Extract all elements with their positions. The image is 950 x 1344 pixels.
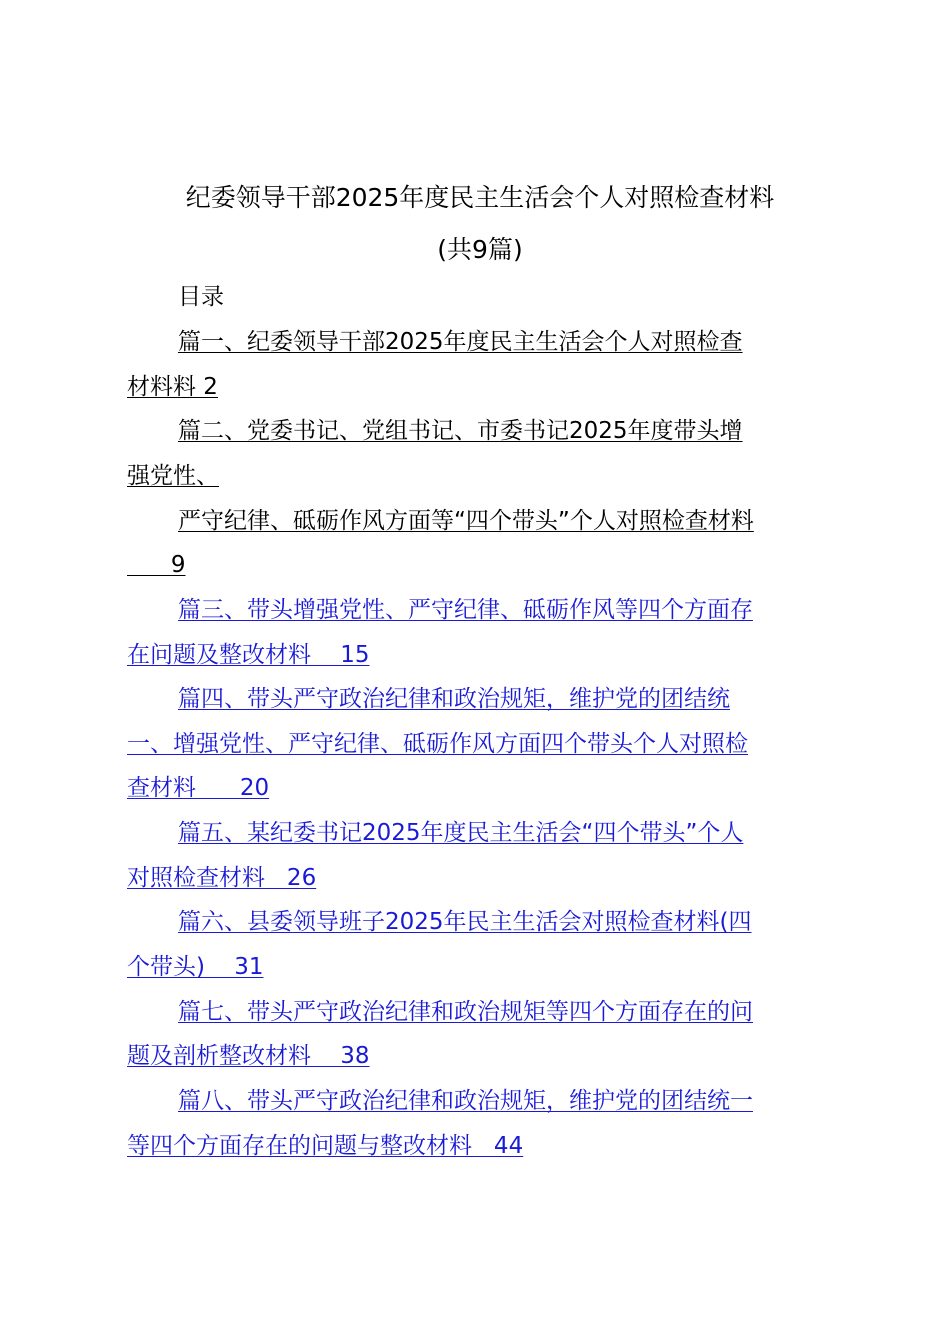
toc-entry-1-line-1[interactable]: 篇一、纪委领导干部2025年度民主生活会个人对照检查 xyxy=(178,329,743,355)
toc-entry-4-line-3[interactable]: 查材料 20 xyxy=(127,775,270,801)
toc-entry-5-line-1[interactable]: 篇五、某纪委书记2025年度民主生活会“四个带头”个人 xyxy=(178,820,744,846)
toc-entry-3-line-2[interactable]: 在问题及整改材料 15 xyxy=(127,642,370,668)
toc-entry-4-line-1[interactable]: 篇四、带头严守政治纪律和政治规矩，维护党的团结统 xyxy=(178,686,730,712)
toc-entry-3-line-1[interactable]: 篇三、带头增强党性、严守纪律、砥砺作风等四个方面存 xyxy=(178,597,753,623)
toc-entry-7-line-2[interactable]: 题及剖析整改材料 38 xyxy=(127,1043,370,1069)
toc-entry-6-line-1[interactable]: 篇六、县委领导班子2025年民主生活会对照检查材料(四 xyxy=(178,909,752,935)
toc-entry-1-line-2[interactable]: 材料料 2 xyxy=(127,374,218,400)
toc-entry-7-line-1[interactable]: 篇七、带头严守政治纪律和政治规矩等四个方面存在的问 xyxy=(178,999,753,1025)
toc-entry-8-line-2[interactable]: 等四个方面存在的问题与整改材料 44 xyxy=(127,1133,524,1159)
toc-entry-8-line-1[interactable]: 篇八、带头严守政治纪律和政治规矩，维护党的团结统一 xyxy=(178,1088,753,1114)
document-subtitle: (共9篇) xyxy=(437,235,523,264)
toc-entry-2-line-1[interactable]: 篇二、党委书记、党组书记、市委书记2025年度带头增 xyxy=(178,418,743,444)
toc-entry-2-line-2[interactable]: 强党性、 xyxy=(127,463,219,489)
toc-entry-5-line-2[interactable]: 对照检查材料 26 xyxy=(127,865,317,891)
document-title: 纪委领导干部2025年度民主生活会个人对照检查材料 xyxy=(185,183,775,212)
toc-entry-2-line-4[interactable]: 9 xyxy=(127,552,186,578)
toc-entry-2-line-3[interactable]: 严守纪律、砥砺作风方面等“四个带头”个人对照检查材料 xyxy=(178,508,754,534)
toc-entry-4-line-2[interactable]: 一、增强党性、严守纪律、砥砺作风方面四个带头个人对照检 xyxy=(127,731,748,757)
toc-entry-6-line-2[interactable]: 个带头) 31 xyxy=(127,954,264,980)
toc-heading: 目录 xyxy=(178,284,224,310)
